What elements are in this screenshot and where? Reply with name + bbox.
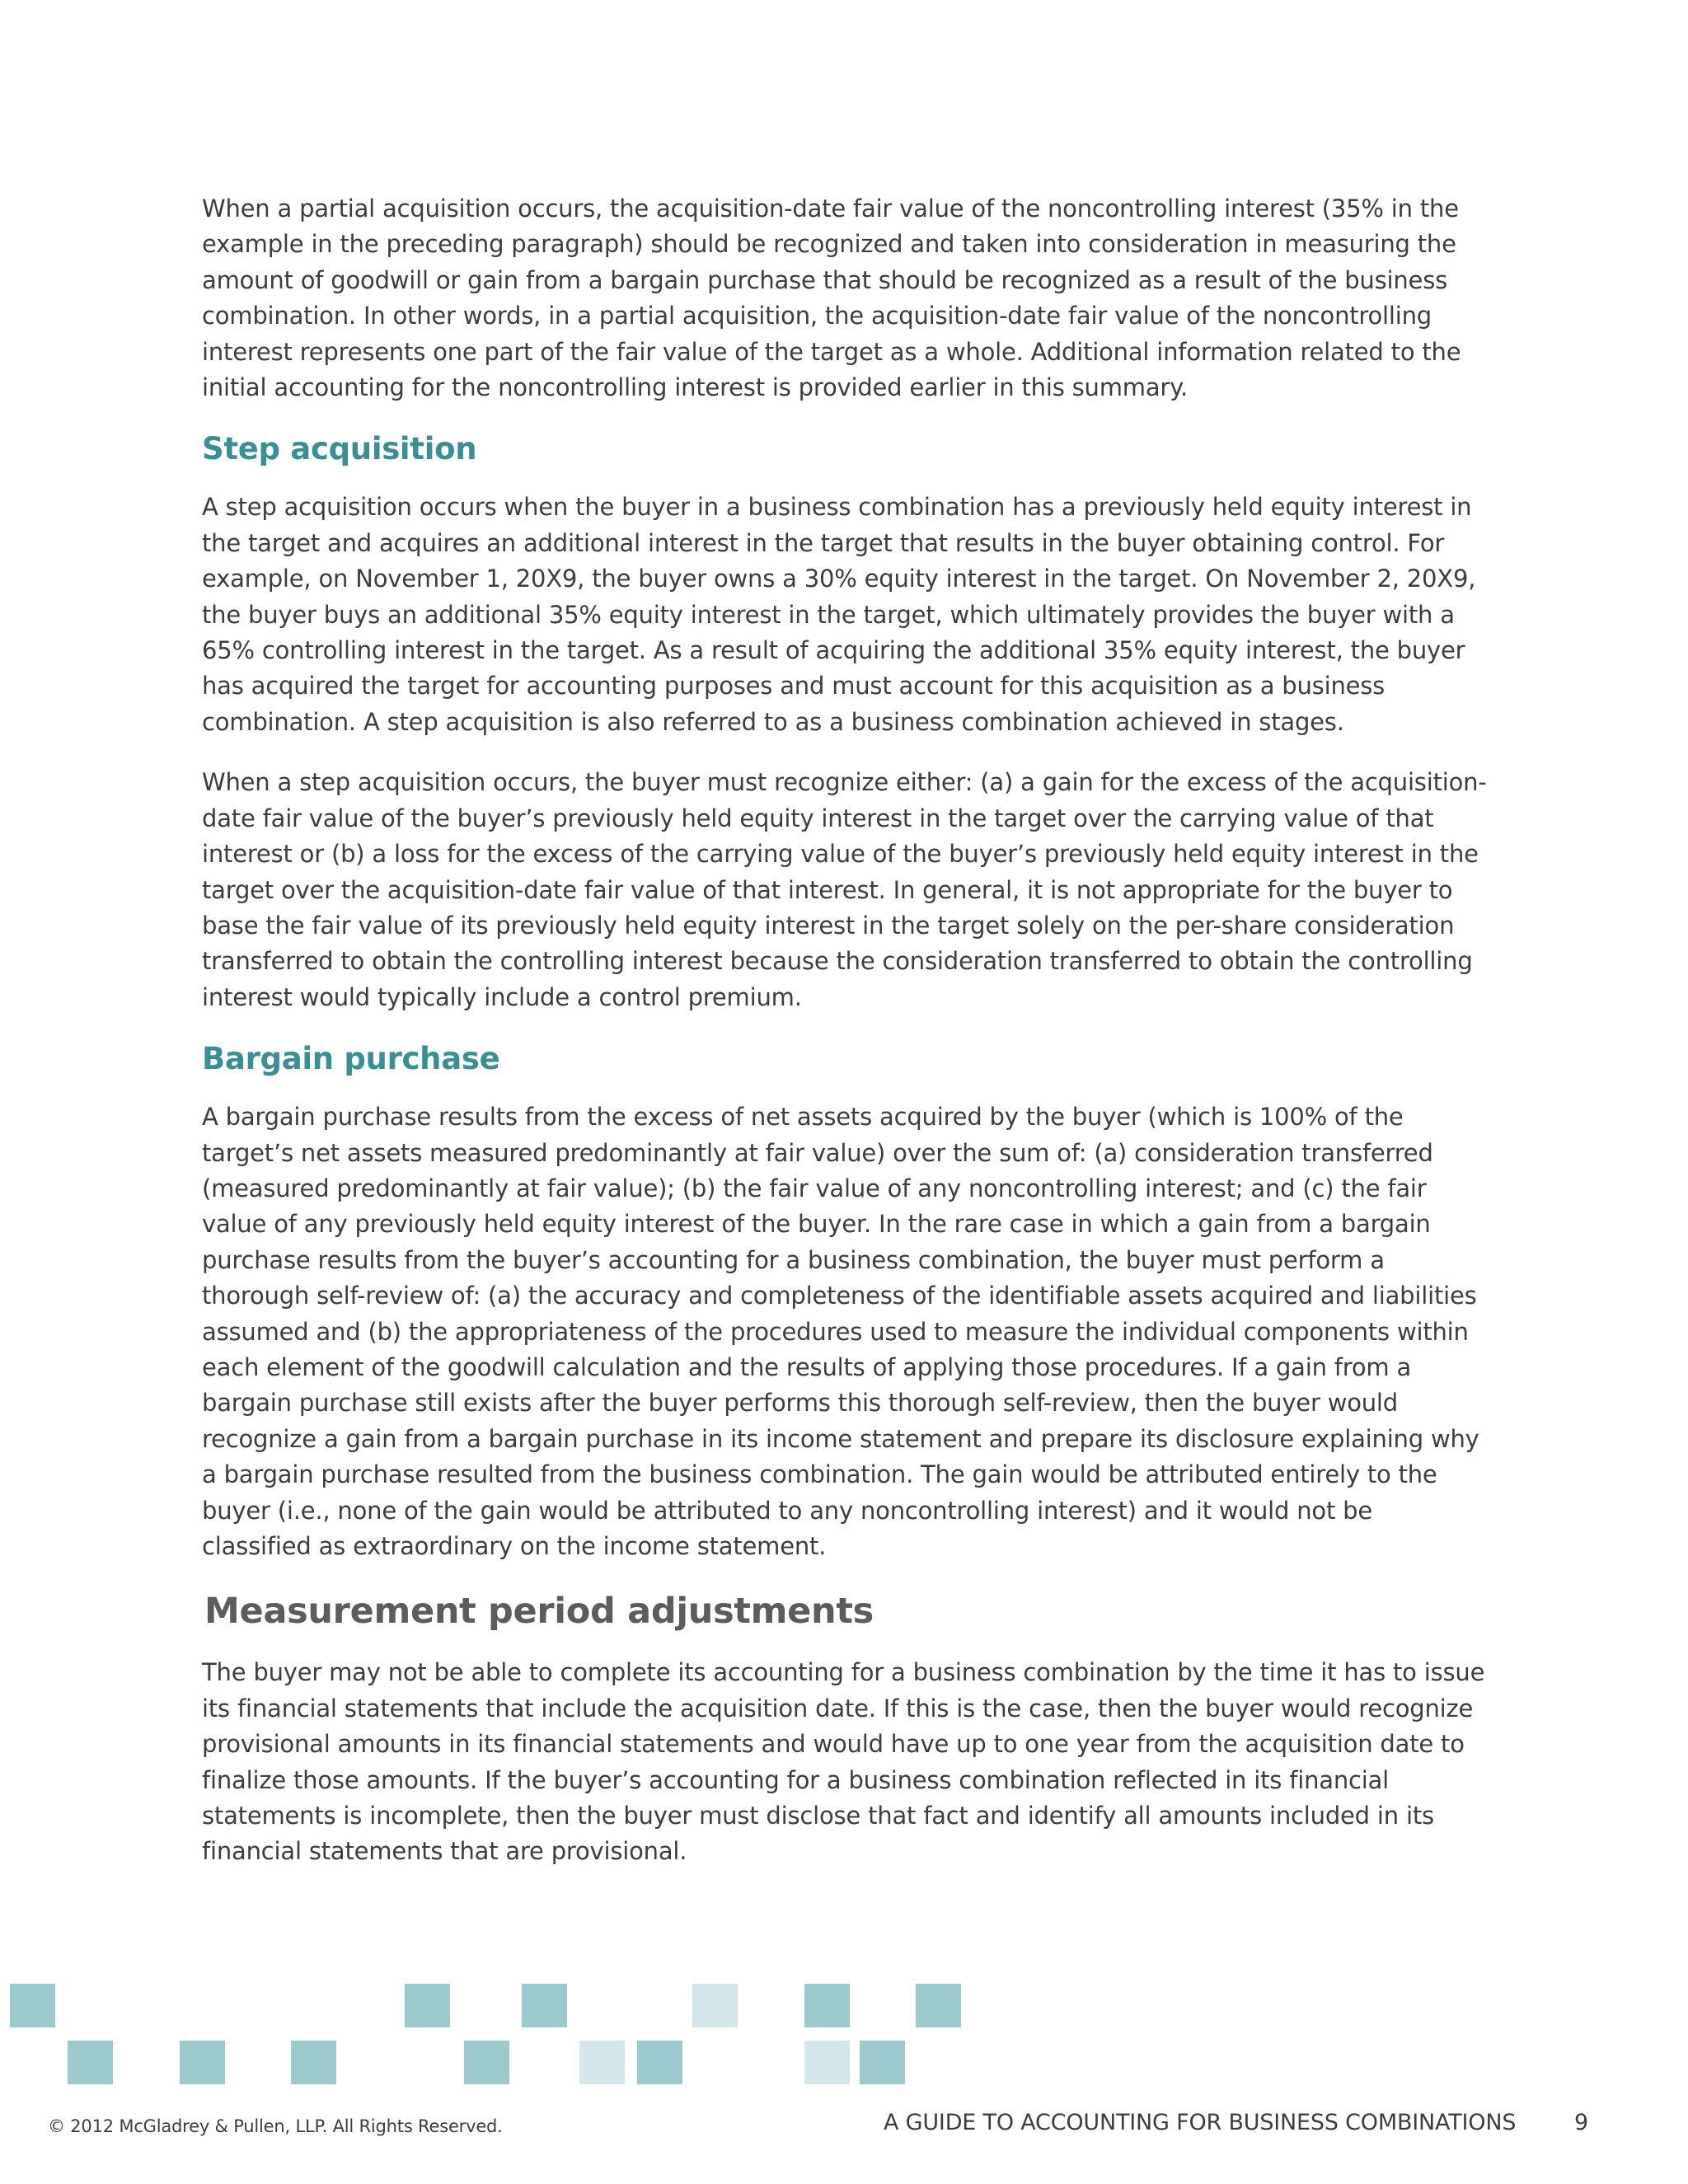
decorative-square [692, 1984, 738, 2027]
decorative-square [804, 2041, 850, 2084]
decorative-square [405, 1984, 450, 2027]
decorative-square [291, 2041, 336, 2084]
footer-guide-title: A GUIDE TO ACCOUNTING FOR BUSINESS COMBINATIONS [884, 2110, 1517, 2135]
heading-step-acquisition: Step acquisition [202, 431, 477, 467]
decorative-square [860, 2041, 905, 2084]
decorative-square [68, 2041, 113, 2084]
decorative-square [637, 2041, 682, 2084]
paragraph-step-acquisition-2: When a step acquisition occurs, the buyer must recognize either: (a) a gain for the excess of the acquisition-date fair value of the buyer’s previously held equity interest in the target over the carrying value of that interest or (b) a loss for the excess of the carrying value of the buyer’s previously held equity interest in the target over the acquisition-date fair value of that interest. In general, it is not appropriate for the buyer to base the fair value of its previously held equity interest in the target solely on the per-share consideration transferred to obtain the controlling interest because the consideration transferred to obtain the controlling interest would typically include a control premium. [202, 768, 1487, 1011]
decorative-square [522, 1984, 567, 2027]
document-body [202, 191, 1488, 1895]
page-number: 9 [1574, 2110, 1589, 2135]
decorative-square [579, 2041, 625, 2084]
decorative-square [804, 1984, 850, 2027]
paragraph-measurement-period: The buyer may not be able to complete its accounting for a business combination by the time it has to issue its financial statements that include the acquisition date. If this is the case, then the buyer would recognize provisional amounts in its financial statements and would have up to one year from the acquisition date to finalize those amounts. If the buyer’s accounting for a business combination reflected in its financial statements is incomplete, then the buyer must disclose that fact and identify all amounts included in its financial statements that are provisional. [202, 1658, 1485, 1866]
decorative-square [916, 1984, 961, 2027]
paragraph-partial-acquisition: When a partial acquisition occurs, the acquisition-date fair value of the noncontrolling interest (35% in the example in the preceding paragraph) should be recognized and taken into consideration in measuring the amount of goodwill or gain from a bargain purchase that should be recognized as a result of the business combination. In other words, in a partial acquisition, the acquisition-date fair value of the noncontrolling interest represents one part of the fair value of the target as a whole. Additional information related to the initial accounting for the noncontrolling interest is provided earlier in this summary. [202, 194, 1461, 402]
paragraph-step-acquisition-1: A step acquisition occurs when the buyer in a business combination has a previously held equity interest in the target and acquires an additional interest in the target that results in the buyer obtaining control. For example, on November 1, 20X9, the buyer owns a 30% equity interest in the target. On November 2, 20X9, the buyer buys an additional 35% equity interest in the target, which ultimately provides the buyer with a 65% controlling interest in the target. As a result of acquiring the additional 35% equity interest, the buyer has acquired the target for accounting purposes and must account for this acquisition as a business combination. A step acquisition is also referred to as a business combination achieved in stages. [202, 493, 1476, 736]
paragraph-bargain-purchase: A bargain purchase results from the excess of net assets acquired by the buyer (which is 100% of the target’s net assets measured predominantly at fair value) over the sum of: (a) consideration transferred (measured predominantly at fair value); (b) the fair value of any noncontrolling interest; and (c) the fair value of any previously held equity interest of the buyer. In the rare case in which a gain from a bargain purchase results from the buyer’s accounting for a business combination, the buyer must perform a thorough self-review of: (a) the accuracy and completeness of the identifiable assets acquired and liabilities assumed and (b) the appropriateness of the procedures used to measure the individual components within each element of the goodwill calculation and the results of applying those procedures. If a gain from a bargain purchase still exists after the buyer performs this thorough self-review, then the buyer would recognize a gain from a bargain purchase in its income statement and prepare its disclosure explaining why a bargain purchase resulted from the business combination. The gain would be attributed entirely to the buyer (i.e., none of the gain would be attributed to any noncontrolling interest) and it would not be classified as extraordinary on the income statement. [202, 1103, 1479, 1560]
decorative-square [180, 2041, 225, 2084]
footer-copyright: © 2012 McGladrey & Pullen, LLP. All Rights Reserved. [48, 2116, 503, 2136]
heading-bargain-purchase: Bargain purchase [202, 1041, 500, 1077]
heading-measurement-period: Measurement period adjustments [204, 1591, 874, 1633]
decorative-square [10, 1984, 55, 2027]
decorative-square [464, 2041, 509, 2084]
